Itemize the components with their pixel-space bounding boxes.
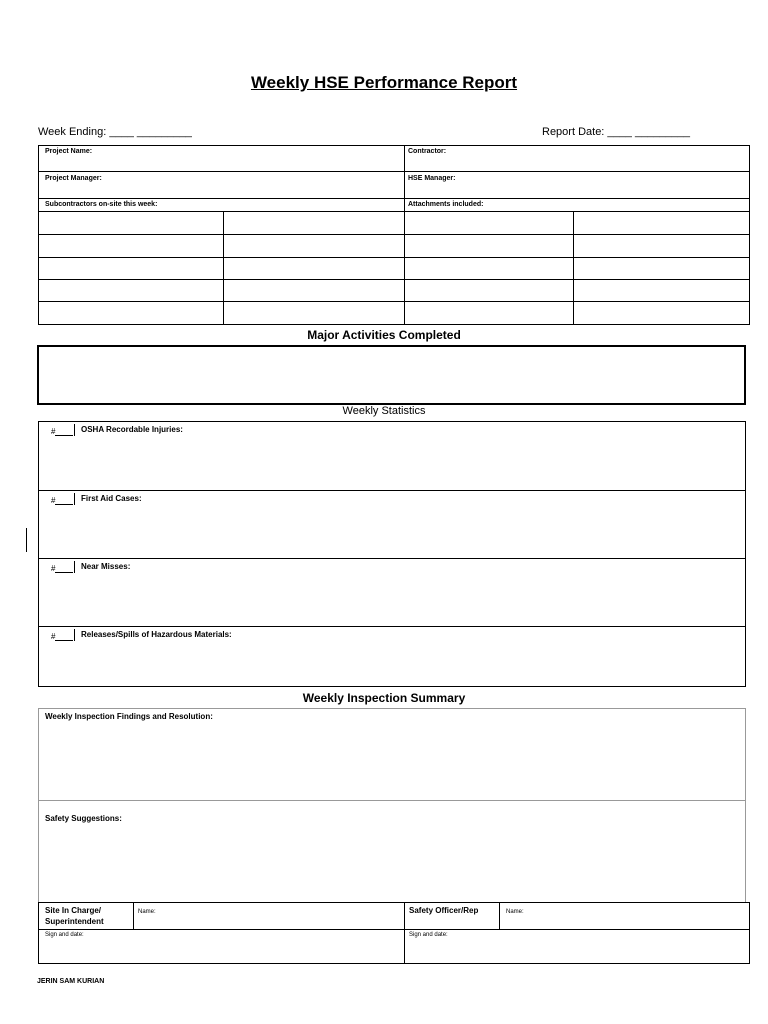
- week-ending-field[interactable]: Week Ending: ____ _________: [38, 126, 192, 138]
- weekly-statistics-heading: Weekly Statistics: [342, 405, 426, 417]
- releases-count-field[interactable]: #: [51, 632, 73, 641]
- first-aid-label: First Aid Cases:: [81, 494, 142, 503]
- safety-officer-label: Safety Officer/Rep: [409, 906, 479, 915]
- major-activities-box[interactable]: [37, 345, 746, 405]
- subcontractors-label: Subcontractors on-site this week:: [45, 201, 158, 208]
- site-name-field[interactable]: Name:: [138, 909, 156, 915]
- inspection-summary-heading: Weekly Inspection Summary: [302, 691, 466, 705]
- report-title: Weekly HSE Performance Report: [250, 73, 518, 92]
- osha-injuries-label: OSHA Recordable Injuries:: [81, 425, 183, 434]
- text-cursor: [26, 528, 27, 552]
- safety-sign-date-field[interactable]: Sign and date:: [409, 932, 448, 938]
- releases-spills-label: Releases/Spills of Hazardous Materials:: [81, 630, 232, 639]
- hse-manager-label: HSE Manager:: [408, 175, 456, 182]
- near-misses-count-field[interactable]: #: [51, 564, 73, 573]
- attachments-label: Attachments included:: [408, 201, 484, 208]
- project-manager-label: Project Manager:: [45, 175, 102, 182]
- weekly-statistics-table: [38, 421, 746, 687]
- inspection-findings-box[interactable]: [38, 708, 746, 903]
- near-misses-label: Near Misses:: [81, 562, 131, 571]
- first-aid-count-field[interactable]: #: [51, 496, 73, 505]
- site-sign-date-field[interactable]: Sign and date:: [45, 932, 84, 938]
- major-activities-heading: Major Activities Completed: [307, 328, 461, 342]
- osha-count-field[interactable]: #: [51, 427, 73, 436]
- footer-author: JERIN SAM KURIAN: [37, 978, 105, 985]
- report-date-field[interactable]: Report Date: ____ _________: [542, 126, 691, 138]
- site-in-charge-label: Site In Charge/ Superintendent: [45, 906, 104, 926]
- safety-suggestions-label: Safety Suggestions:: [45, 814, 122, 823]
- project-info-table: [38, 145, 750, 325]
- project-name-label: Project Name:: [45, 148, 93, 155]
- inspection-findings-label: Weekly Inspection Findings and Resolution:: [45, 712, 213, 721]
- safety-name-field[interactable]: Name:: [506, 909, 524, 915]
- contractor-label: Contractor:: [408, 148, 447, 155]
